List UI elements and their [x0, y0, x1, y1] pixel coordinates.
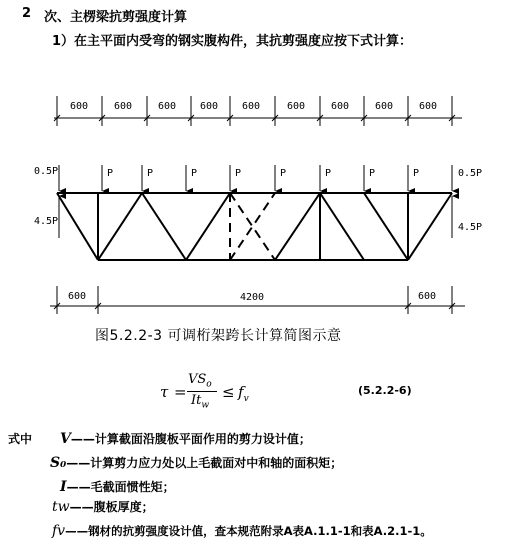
formula-equals: =: [174, 383, 187, 401]
truss: [57, 193, 452, 260]
equation-number: (5.2.2-6): [358, 384, 412, 397]
def-symbol: tw: [52, 499, 70, 515]
def-symbol: V: [60, 431, 71, 447]
formula-denominator: $It_w$: [191, 393, 210, 411]
def-text: ——毛截面惯性矩；: [66, 480, 175, 494]
formula-tau: τ: [160, 383, 169, 401]
load-arrows: [59, 165, 452, 238]
top-dim-label: 600: [200, 101, 219, 112]
top-dim-label: 600: [287, 101, 306, 112]
formula-le: ≤: [222, 383, 235, 401]
def-text: ——计算剪力应力处以上毛截面对中和轴的面积矩；: [66, 456, 343, 470]
reaction-label-left: 4.5P: [34, 216, 59, 227]
formula-numerator: $VS_o$: [188, 372, 212, 390]
load-label-left: 0.5P: [34, 166, 59, 177]
load-label-right: 0.5P: [458, 168, 483, 179]
truss-dashed-members: [230, 193, 275, 260]
top-dim-label: 600: [242, 101, 261, 112]
load-label: P: [280, 168, 287, 179]
top-dim-label: 600: [114, 101, 133, 112]
bottom-dim-label: 600: [418, 291, 437, 302]
load-label: P: [325, 168, 332, 179]
shear-formula: [160, 372, 280, 412]
def-symbol: I: [60, 479, 67, 495]
def-symbol: S₀: [50, 455, 67, 471]
top-dim-label: 600: [419, 101, 438, 112]
def-row-tw: [52, 496, 154, 515]
fraction-bar: [187, 391, 217, 392]
top-dim-label: 600: [375, 101, 394, 112]
def-row-v: [60, 428, 311, 447]
load-label: P: [107, 168, 114, 179]
load-label: P: [235, 168, 242, 179]
bottom-dim-label: 600: [68, 291, 87, 302]
load-label: P: [191, 168, 198, 179]
bottom-dim-label: 4200: [240, 292, 265, 303]
section-title: 次、主楞梁抗剪强度计算: [44, 10, 188, 25]
def-row-fv: [52, 520, 432, 539]
def-text: ——钢材的抗剪强度设计值，查本规范附录A表A.1.1-1和表A.2.1-1。: [65, 524, 432, 538]
heading-number: 2: [22, 6, 32, 21]
figure-caption: 图5.2.2-3 可调桁架跨长计算简图示意: [95, 328, 342, 344]
load-label: P: [369, 168, 376, 179]
def-row-i: [60, 476, 175, 495]
top-dim-label: 600: [331, 101, 350, 112]
load-label: P: [147, 168, 154, 179]
where-label: 式中: [8, 432, 33, 446]
def-symbol: fv: [52, 523, 66, 539]
section-subtitle: 1）在主平面内受弯的钢实腹构件，其抗剪强度应按下式计算：: [52, 34, 413, 49]
def-row-s: [50, 452, 342, 471]
reaction-label-right: 4.5P: [458, 222, 483, 233]
def-text: ——计算截面沿腹板平面作用的剪力设计值；: [70, 432, 311, 446]
def-text: ——腹板厚度；: [69, 500, 154, 514]
load-label: P: [413, 168, 420, 179]
formula-f: $f_v$: [238, 383, 249, 404]
top-dim-label: 600: [158, 101, 177, 112]
top-dim-label: 600: [70, 101, 89, 112]
